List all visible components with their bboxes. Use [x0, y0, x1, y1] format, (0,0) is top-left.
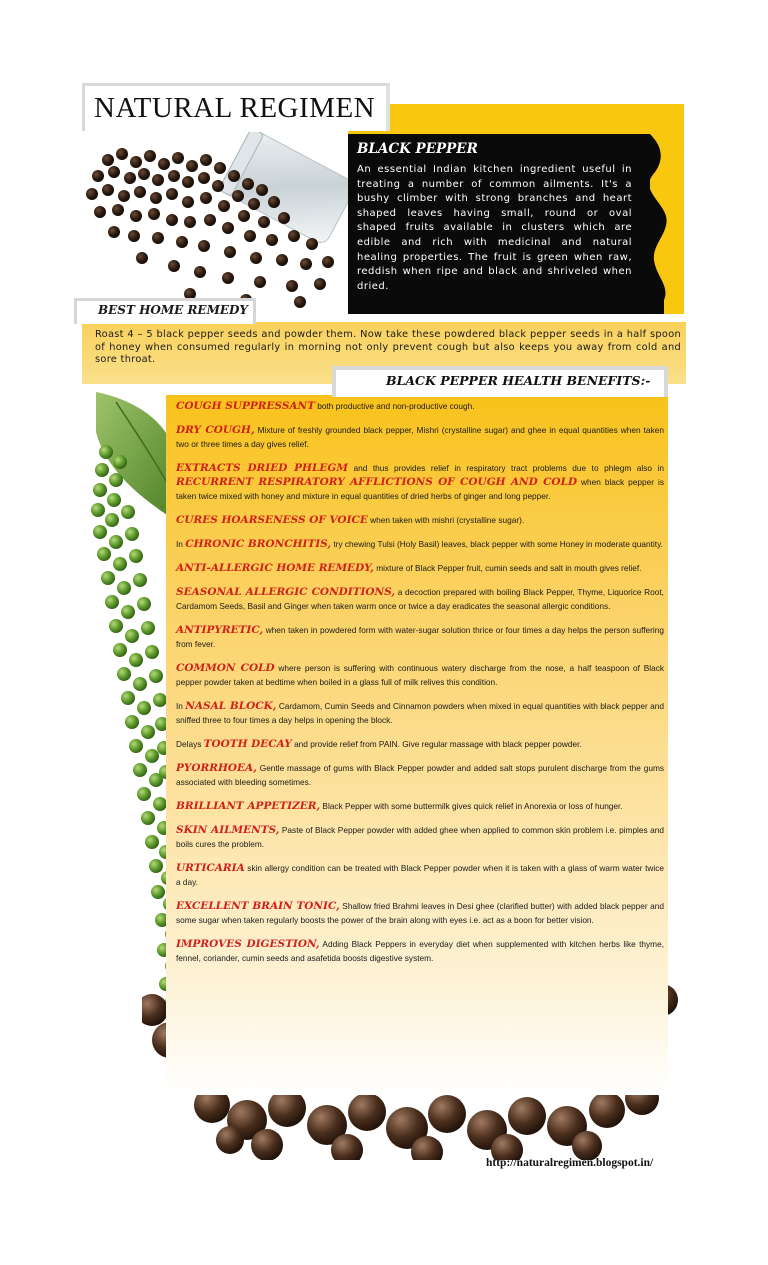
benefit-body: Gentle massage of gums with Black Pepper powder and added salt stops purulent discharge from the gums associated with bleeding sometimes. [176, 763, 664, 787]
benefit-body: and provide relief from PAIN. Give regular massage with black pepper powder. [291, 739, 582, 749]
benefit-body: skin allergy condition can be treated with Black Pepper powder when it is taken with a glass of warm water twice a day. [176, 863, 664, 887]
benefit-body: try chewing Tulsi (Holy Basil) leaves, black pepper with some Honey in moderate quantity. [331, 539, 663, 549]
remedy-label: BEST HOME REMEDY [98, 303, 248, 317]
intro-description: An essential Indian kitchen ingredient useful in treating a number of common ailments. It's a bushy climber with strong branches and heart shaped leaves having small, round or oval shaped fruits available in clusters which are edible and rich with medicinal and natural healing properties. The fruit is green when raw, reddish when ripe and black and shriveled when dried. [357, 164, 632, 292]
benefit-item [176, 585, 664, 613]
benefit-item [176, 561, 664, 575]
benefit-body: Adding Black Peppers in everyday diet when supplemented with kitchen herbs like thyme, fennel, coriander, cumin seeds and asafetida boosts digestive system. [176, 939, 665, 963]
benefit-term: RECURRENT RESPIRATORY AFFLICTIONS OF COUGH AND COLD [176, 476, 578, 488]
benefit-prefix: Delays [176, 739, 204, 749]
benefit-body: Mixture of freshly grounded black pepper, Mishri (crystalline sugar) and ghee in equal quantities when taken two or three times a day gives relief. [176, 425, 664, 449]
benefit-term: CHRONIC BRONCHITIS, [185, 538, 332, 550]
benefit-term: ANTIPYRETIC, [176, 624, 264, 636]
benefit-term: COMMON COLD [176, 662, 275, 674]
benefit-term: NASAL BLOCK, [185, 700, 277, 712]
benefit-item [176, 823, 664, 851]
benefit-item [176, 699, 664, 727]
benefit-term: SKIN AILMENTS, [176, 824, 280, 836]
benefit-item [176, 423, 664, 451]
benefit-body: when taken in powdered form with water-sugar solution thrice or four times a day helps the person suffering from fever. [176, 625, 664, 649]
benefit-term: EXCELLENT BRAIN TONIC, [176, 900, 340, 912]
benefit-item [176, 513, 664, 527]
benefit-body: where person is suffering with continuous watery discharge from the nose, a half teaspoon of Black pepper powder taken at bedtime when boiled in a glass full of milk relives this condition. [176, 663, 665, 687]
benefit-term: ANTI-ALLERGIC HOME REMEDY, [176, 562, 374, 574]
benefit-item [176, 861, 664, 889]
benefit-item [176, 937, 664, 965]
benefit-item [176, 623, 664, 651]
benefit-term: IMPROVES DIGESTION, [176, 938, 320, 950]
intro-heading: BLACK PEPPER [357, 141, 478, 157]
blog-url[interactable]: http://naturalregimen.blogspot.in/ [486, 1157, 654, 1169]
benefit-item [176, 761, 664, 789]
benefit-term: PYORRHOEA, [176, 762, 257, 774]
benefit-prefix: In [176, 539, 186, 549]
benefit-body: Black Pepper with some buttermilk gives quick relief in Anorexia or loss of hunger. [320, 801, 623, 811]
wavy-edge-decoration [650, 104, 684, 314]
benefit-body: when black pepper is taken twice mixed with honey and mixture in equal quantities of dried herbs of ginger and long pepper. [176, 477, 664, 501]
benefit-term: SEASONAL ALLERGIC CONDITIONS, [176, 586, 396, 598]
peppercorn-jar-image [78, 132, 350, 310]
page-title: NATURAL REGIMEN [94, 92, 376, 124]
benefit-body: mixture of Black Pepper fruit, cumin seeds and salt in mouth gives relief. [373, 563, 642, 573]
benefit-body: and thus provides relief in respiratory tract problems due to phlegm also in [347, 463, 664, 473]
benefit-term: BRILLIANT APPETIZER, [176, 800, 321, 812]
green-pepper-vine-image [86, 392, 178, 1032]
benefit-body: Shallow fried Brahmi leaves in Desi ghee (clarified butter) with added black pepper and some sugar when taken regularly boosts the power of the brain along with eyes i.e. act as a boon for better vision. [176, 901, 665, 925]
benefit-term: URTICARIA [176, 862, 245, 874]
benefit-term: TOOTH DECAY [203, 738, 292, 750]
benefit-body: both productive and non-productive cough. [314, 401, 475, 411]
benefit-item [176, 661, 664, 689]
benefit-item [176, 899, 664, 927]
benefit-term: COUGH SUPPRESSANT [176, 400, 315, 412]
benefit-body: Paste of Black Pepper powder with added ghee when applied to common skin problem i.e. pimples and boils cures the problem. [176, 825, 664, 849]
benefit-body: a decoction prepared with boiling Black Pepper, Thyme, Liquorice Root, Cardamom Seeds, Basil and Ginger when taken warm once or twice a day eradicates the seasonal allergic conditions. [176, 587, 664, 611]
remedy-text: Roast 4 – 5 black pepper seeds and powder them. Now take these powdered black pepper seeds in a half spoon of honey when consumed regularly in morning not only prevent cough but also keeps you away from cold and sore throat. [95, 329, 681, 366]
benefit-term: CURES HOARSENESS OF VOICE [176, 514, 368, 526]
benefit-prefix: In [176, 701, 186, 711]
benefit-body: Cardamom, Cumin Seeds and Cinnamon powders when mixed in equal quantities with black pepper and sniffed three to four times a day helps in opening the block. [176, 701, 664, 725]
benefit-body: when taken with mishri (crystalline sugar). [367, 515, 525, 525]
benefits-title: BLACK PEPPER HEALTH BENEFITS:- [386, 373, 651, 388]
benefit-term: EXTRACTS DRIED PHLEGM [176, 462, 348, 474]
benefit-item [176, 737, 664, 751]
benefit-term: DRY COUGH, [176, 424, 255, 436]
benefit-item [176, 399, 664, 413]
benefit-item [176, 537, 664, 551]
benefits-list [176, 399, 664, 975]
benefit-item [176, 799, 664, 813]
benefit-item [176, 461, 664, 503]
